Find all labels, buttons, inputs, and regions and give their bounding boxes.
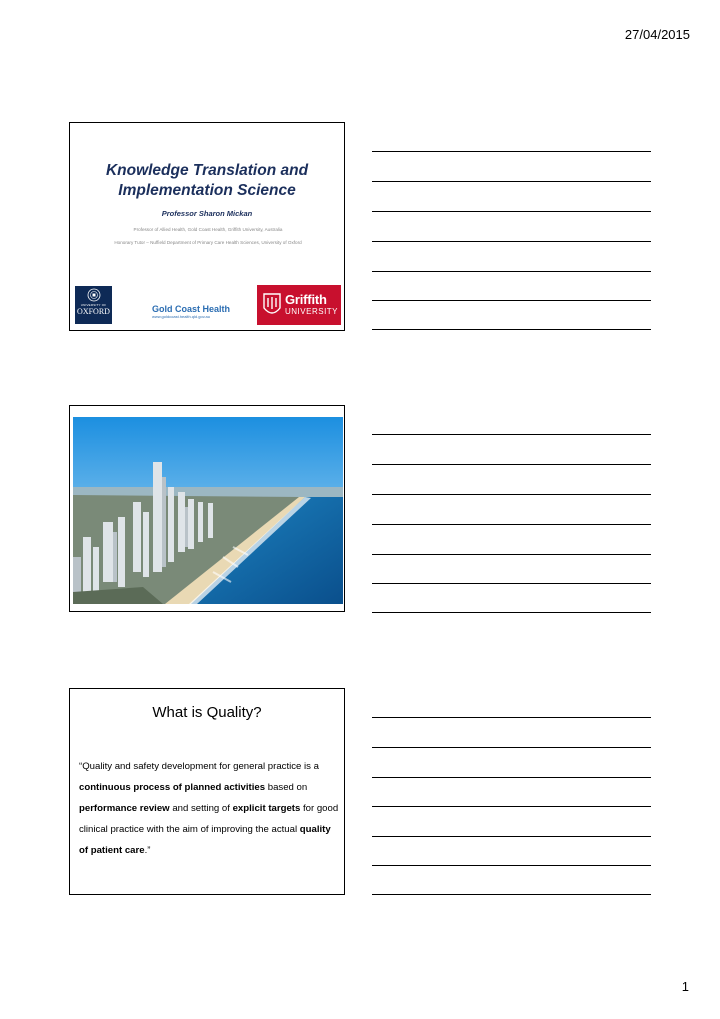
quote-bold-3: explicit targets: [232, 803, 301, 814]
gch-logo-url: www.goldcoast.health.qld.gov.au: [152, 314, 210, 319]
note-line: [372, 836, 651, 837]
slide-1-title: [70, 161, 344, 201]
quote-text-5: .”: [144, 845, 151, 856]
quote-bold-2: performance review: [79, 803, 170, 814]
griffith-emblem-icon: [261, 292, 283, 318]
griffith-logo-name: Griffith: [285, 292, 327, 307]
slide-2: [69, 405, 345, 612]
oxford-logo-text: OXFORD: [77, 307, 110, 316]
note-line: [372, 211, 651, 212]
title-line-1: Knowledge Translation and: [105, 162, 309, 179]
page-number: 1: [681, 979, 689, 994]
oxford-logo-small-text: UNIVERSITY OF: [80, 303, 107, 307]
slide-3-title: What is Quality?: [152, 704, 262, 721]
note-line: [372, 300, 651, 301]
quote-text-2: based on: [265, 782, 308, 793]
note-line: [372, 894, 651, 895]
note-line: [372, 464, 651, 465]
slide-3: [69, 688, 345, 895]
slide-1: [69, 122, 345, 331]
note-line: [372, 151, 651, 152]
quote-text-3: and setting of: [169, 803, 233, 814]
note-line: [372, 434, 651, 435]
gold-coast-health-logo: [152, 304, 232, 320]
presenter-name: Professor Sharon Mickan: [161, 209, 253, 218]
note-line: [372, 747, 651, 748]
quote-bold-1: continuous process of planned activities: [79, 782, 266, 793]
affiliation-2: Honorary Tutor – Nuffield Department of Primary Care Health Sciences, University of Oxford: [114, 240, 302, 245]
note-line: [372, 494, 651, 495]
quote-bold-4: quality of patient care: [79, 824, 331, 856]
note-line: [372, 329, 651, 330]
note-line: [372, 554, 651, 555]
note-line: [372, 271, 651, 272]
note-line: [372, 583, 651, 584]
note-line: [372, 181, 651, 182]
title-line-2: Implementation Science: [118, 182, 296, 199]
griffith-logo: [257, 285, 341, 325]
note-line: [372, 612, 651, 613]
quote-text-4: for good clinical practice with the aim of improving the actual: [79, 803, 339, 835]
gch-logo-name: Gold Coast Health: [152, 304, 231, 314]
page-date: 27/04/2015: [624, 27, 690, 42]
note-line: [372, 717, 651, 718]
note-line: [372, 806, 651, 807]
note-line: [372, 524, 651, 525]
quality-quote: [79, 756, 341, 861]
gold-coast-skyline-photo: [73, 417, 343, 604]
note-line: [372, 241, 651, 242]
note-line: [372, 865, 651, 866]
griffith-logo-sub: UNIVERSITY: [285, 307, 339, 316]
oxford-logo: [75, 286, 112, 324]
oxford-crest-icon: [87, 288, 101, 302]
quote-text-1: “Quality and safety development for general practice is a: [79, 761, 319, 772]
note-line: [372, 777, 651, 778]
affiliation-1: Professor of Allied Health, Gold Coast Health, Griffith University, Australia: [133, 227, 283, 232]
